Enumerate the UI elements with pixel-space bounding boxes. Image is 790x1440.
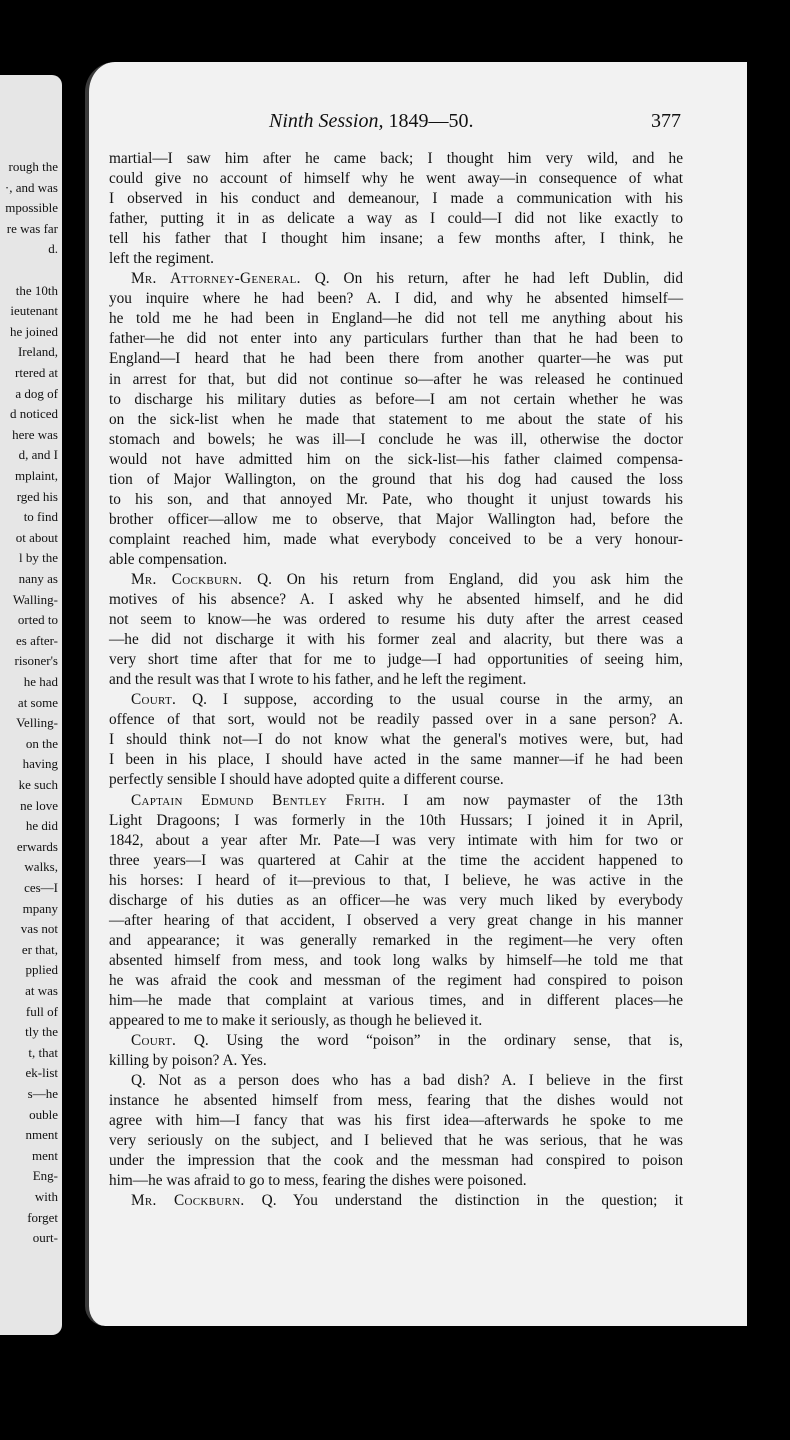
left-page-fragment: l by the — [19, 550, 58, 566]
left-page-fragment: Eng- — [32, 1168, 58, 1184]
line-text: his horses: I heard of it—previous to that, I believe, he was active in the — [109, 871, 683, 889]
session-label: Ninth Session, — [269, 110, 384, 132]
line-text: appeared to me to make it seriously, as though he believed it. — [109, 1012, 483, 1030]
line-text: left the regiment. — [109, 250, 214, 268]
speaker-name: Mr. Cockburn. — [131, 570, 243, 588]
line-text: tell his father that I thought him insane; a few months after, I think, he — [109, 230, 683, 248]
line-text: father, putting it in as delicate a way as I could—I did not like exactly to — [109, 210, 683, 228]
speaker-name: Court. — [131, 1032, 177, 1050]
line-text: him—he made that complaint at various times, and in different places—he — [109, 991, 683, 1009]
line-text: to discharge his military duties as before—I am not certain whether he was — [109, 390, 683, 408]
left-page-fragment: ieutenant — [10, 303, 58, 319]
line-text: three years—I was quartered at Cahir at the time the accident happened to — [109, 851, 683, 869]
line-text: brother officer—allow me to observe, that Major Wallington had, before the — [109, 510, 683, 528]
book-page — [85, 62, 747, 1326]
left-page-fragment: with — [34, 1189, 58, 1204]
text-line — [109, 410, 683, 430]
line-text: Q. Using the word “poison” in the ordinary sense, that is, — [176, 1032, 683, 1050]
text-line — [109, 1051, 683, 1071]
left-page-fragment: nment — [25, 1127, 58, 1143]
text-line — [109, 811, 683, 831]
text-line — [109, 791, 683, 811]
text-line — [109, 871, 683, 891]
left-page-fragment: mplaint, — [15, 468, 58, 483]
line-text: very short time after that for me to judge—I had opportunities of seeing him, — [109, 651, 683, 669]
speaker-name: Court. — [131, 691, 177, 709]
text-line — [109, 490, 683, 510]
text-line — [109, 1131, 683, 1151]
text-line — [109, 971, 683, 991]
text-line — [109, 289, 683, 309]
left-page-fragment: d noticed — [9, 406, 58, 422]
line-text: complaint reached him, made what everybody conceived to be a very honour- — [109, 530, 683, 548]
left-page-fragment: Ireland, — [17, 344, 58, 360]
left-page-fragment: re was far — [6, 220, 58, 236]
left-page-fragment: ek-list — [25, 1065, 58, 1081]
text-line — [109, 710, 683, 730]
text-line — [109, 690, 683, 710]
line-text: England—I heard that he had been there from another quarter—he was put — [109, 350, 683, 368]
line-text: under the impression that the cook and the messman had conspired to poison — [109, 1152, 683, 1170]
left-page-fragment: tly the — [25, 1024, 58, 1040]
running-title — [269, 110, 473, 133]
text-line — [109, 891, 683, 911]
text-line — [109, 229, 683, 249]
left-page-fragment: at some — [17, 694, 58, 710]
line-text: Q. You understand the distinction in the question; it — [244, 1192, 683, 1210]
line-text: Q. On his return, after he had left Dublin, did — [300, 270, 683, 288]
text-line — [109, 309, 683, 329]
left-page-fragment: he did — [25, 818, 58, 834]
left-page-fragment: ot about — [15, 529, 58, 545]
speaker-name: Mr. Attorney-General. — [131, 270, 301, 288]
left-page-fragment: ne love — [20, 797, 58, 813]
text-line — [109, 630, 683, 650]
line-text: —after hearing of that accident, I observed a very great change in his manner — [109, 911, 683, 929]
text-line — [109, 470, 683, 490]
line-text: offence of that sort, would not be readily passed over in a sane person? A. — [109, 711, 683, 729]
left-page-fragment: nany as — [18, 571, 58, 586]
left-page-fragment: d, and I — [18, 447, 58, 463]
line-text: instance he absented himself from mess, fearing that the dishes would not — [109, 1092, 683, 1110]
left-page-fragment: Walling- — [12, 591, 58, 607]
line-text: very seriously on the subject, and I believed that he was serious, that he was — [109, 1132, 683, 1150]
line-text: he told me he had been in England—he did not tell me anything about his — [109, 310, 683, 328]
left-page-fragment: d. — [48, 241, 58, 257]
line-text: martial—I saw him after he came back; I thought him very wild, and he — [109, 150, 683, 167]
left-page-fragment: vas not — [20, 921, 58, 937]
text-line — [109, 650, 683, 670]
line-text: 1842, about a year after Mr. Pate—I was very intimate with him for two or — [109, 831, 683, 849]
left-page-fragment: walks, — [24, 859, 58, 875]
text-line — [109, 911, 683, 931]
left-page-fragment: rged his — [16, 488, 58, 504]
left-page-fragment: t, that — [28, 1044, 58, 1060]
left-page-fragment: here was — [12, 426, 58, 442]
line-text: and appearance; it was generally remarked in the regiment—he very often — [109, 931, 683, 949]
line-text: he was afraid the cook and messman of the regiment had conspired to poison — [109, 971, 683, 989]
speaker-name: Captain Edmund Bentley Frith. — [131, 791, 386, 809]
text-line — [109, 370, 683, 390]
left-page-fragment: s—he — [27, 1086, 58, 1101]
left-page-fragment: mpossible — [5, 200, 58, 216]
line-text: father—he did not enter into any particulars further than that he had been to — [109, 330, 683, 348]
text-line — [109, 1011, 683, 1031]
line-text: not seem to know—he was ordered to resume his duty after the arrest ceased — [109, 611, 683, 629]
line-text: Q. I suppose, according to the usual course in the army, an — [176, 691, 683, 709]
left-page-fragment: full of — [25, 1003, 58, 1019]
text-line — [109, 169, 683, 189]
session-years: 1849—50. — [388, 110, 474, 132]
text-line — [109, 851, 683, 871]
left-page-fragment: a dog of — [15, 385, 58, 401]
left-page-fragment: ke such — [18, 777, 58, 792]
left-page-fragment: er that, — [21, 941, 58, 957]
left-page-fragment: mpany — [22, 900, 58, 916]
line-text: would not have admitted him on the sick-list—his father claimed compensa- — [109, 450, 683, 468]
text-line — [109, 1071, 683, 1091]
body-text — [109, 149, 683, 1211]
text-line — [109, 1171, 683, 1191]
text-line — [109, 590, 683, 610]
left-page-fragment: pplied — [25, 962, 58, 978]
line-text: and the result was that I wrote to his father, and he left the regiment. — [109, 671, 527, 689]
text-line — [109, 1031, 683, 1051]
line-text: I am now paymaster of the 13th — [385, 791, 683, 809]
left-page-fragment: on the — [25, 735, 58, 751]
text-line — [109, 730, 683, 750]
line-text: perfectly sensible I should have adopted quite a different course. — [109, 771, 504, 789]
text-line — [109, 550, 683, 570]
line-text: motives of his absence? A. I asked why he absented himself, and he did — [109, 591, 683, 609]
text-line — [109, 349, 683, 369]
text-line — [109, 510, 683, 530]
text-line — [109, 249, 683, 269]
left-page-fragment: to find — [23, 509, 58, 525]
text-line — [109, 570, 683, 590]
text-line — [109, 951, 683, 971]
text-line — [109, 1151, 683, 1171]
line-text: Light Dragoons; I was formerly in the 10th Hussars; I joined it in April, — [109, 811, 683, 829]
text-line — [109, 1091, 683, 1111]
line-text: discharge of his duties as an officer—he was very much liked by everybody — [109, 891, 683, 909]
line-text: I should think not—I do not know what the general's motives were, but, had — [109, 731, 683, 749]
left-page-fragment: forget — [27, 1209, 58, 1225]
line-text: on the sick-list when he made that statement to me about the state of his — [109, 410, 683, 428]
speaker-name: Mr. Cockburn. — [131, 1192, 245, 1210]
left-page-fragment: rtered at — [15, 365, 58, 380]
left-page-fragment: the 10th — [15, 282, 58, 298]
left-page-fragment: having — [22, 756, 58, 772]
line-text: tion of Major Wallington, on the ground that his dog had caused the loss — [109, 470, 683, 488]
left-page-fragment: es after- — [16, 632, 58, 648]
text-line — [109, 269, 683, 289]
running-header — [89, 110, 747, 136]
text-line — [109, 770, 683, 790]
line-text: in arrest for that, but did not continue so—after he was released he continued — [109, 370, 683, 388]
text-line — [109, 209, 683, 229]
line-text: Q. Not as a person does who has a bad dish? A. I believe in the first — [131, 1072, 683, 1090]
line-text: I observed in his conduct and demeanour, I made a communication with his — [109, 190, 683, 208]
text-line — [109, 670, 683, 690]
text-line — [109, 450, 683, 470]
line-text: stomach and bowels; he was ill—I conclude he was ill, otherwise the doctor — [109, 430, 683, 448]
left-page-fragment: he joined — [9, 323, 58, 339]
line-text: —he did not discharge it with his former zeal and alacrity, but there was a — [109, 631, 683, 649]
line-text: agree with him—I fancy that was his first idea—afterwards he spoke to me — [109, 1112, 683, 1130]
text-line — [109, 750, 683, 770]
line-text: I been in his place, I should have acted in the same manner—if he had been — [109, 751, 683, 769]
left-page-fragment: rough the — [8, 159, 58, 174]
text-line — [109, 991, 683, 1011]
text-line — [109, 430, 683, 450]
left-page-fragment: ·, and was — [4, 179, 58, 195]
line-text: absented himself from mess, and took long walks by himself—he told me that — [109, 951, 683, 969]
line-text: killing by poison? A. Yes. — [109, 1052, 267, 1070]
line-text: to his son, and that annoyed Mr. Pate, who thought it unjust towards his — [109, 490, 683, 508]
line-text: could give no account of himself why he went away—in consequence of what — [109, 170, 683, 188]
text-line — [109, 149, 683, 169]
left-page-fragment: erwards — [16, 838, 58, 854]
text-line — [109, 1111, 683, 1131]
line-text: able compensation. — [109, 550, 228, 568]
left-page-fragment: ourt- — [32, 1230, 58, 1246]
left-page-fragment: ces—I — [24, 880, 58, 895]
left-facing-page — [0, 75, 62, 1335]
text-line — [109, 831, 683, 851]
left-page-fragment: ment — [32, 1147, 58, 1163]
line-text: him—he was afraid to go to mess, fearing the dishes were poisoned. — [109, 1172, 527, 1190]
text-line — [109, 610, 683, 630]
text-line — [109, 1191, 683, 1211]
left-page-fragment: risoner's — [14, 653, 58, 669]
left-page-fragment: orted to — [17, 612, 58, 628]
line-text: you inquire where he had been? A. I did, and why he absented himself— — [109, 290, 683, 308]
text-line — [109, 530, 683, 550]
text-line — [109, 931, 683, 951]
text-line — [109, 189, 683, 209]
line-text: Q. On his return from England, did you ask him the — [242, 570, 683, 588]
left-page-fragment: he had — [23, 674, 58, 689]
page-number: 377 — [651, 110, 681, 132]
left-page-fragment: Velling- — [16, 715, 58, 731]
left-page-fragment: at was — [25, 983, 58, 998]
left-page-fragment: ouble — [29, 1106, 58, 1122]
text-line — [109, 329, 683, 349]
text-line — [109, 390, 683, 410]
